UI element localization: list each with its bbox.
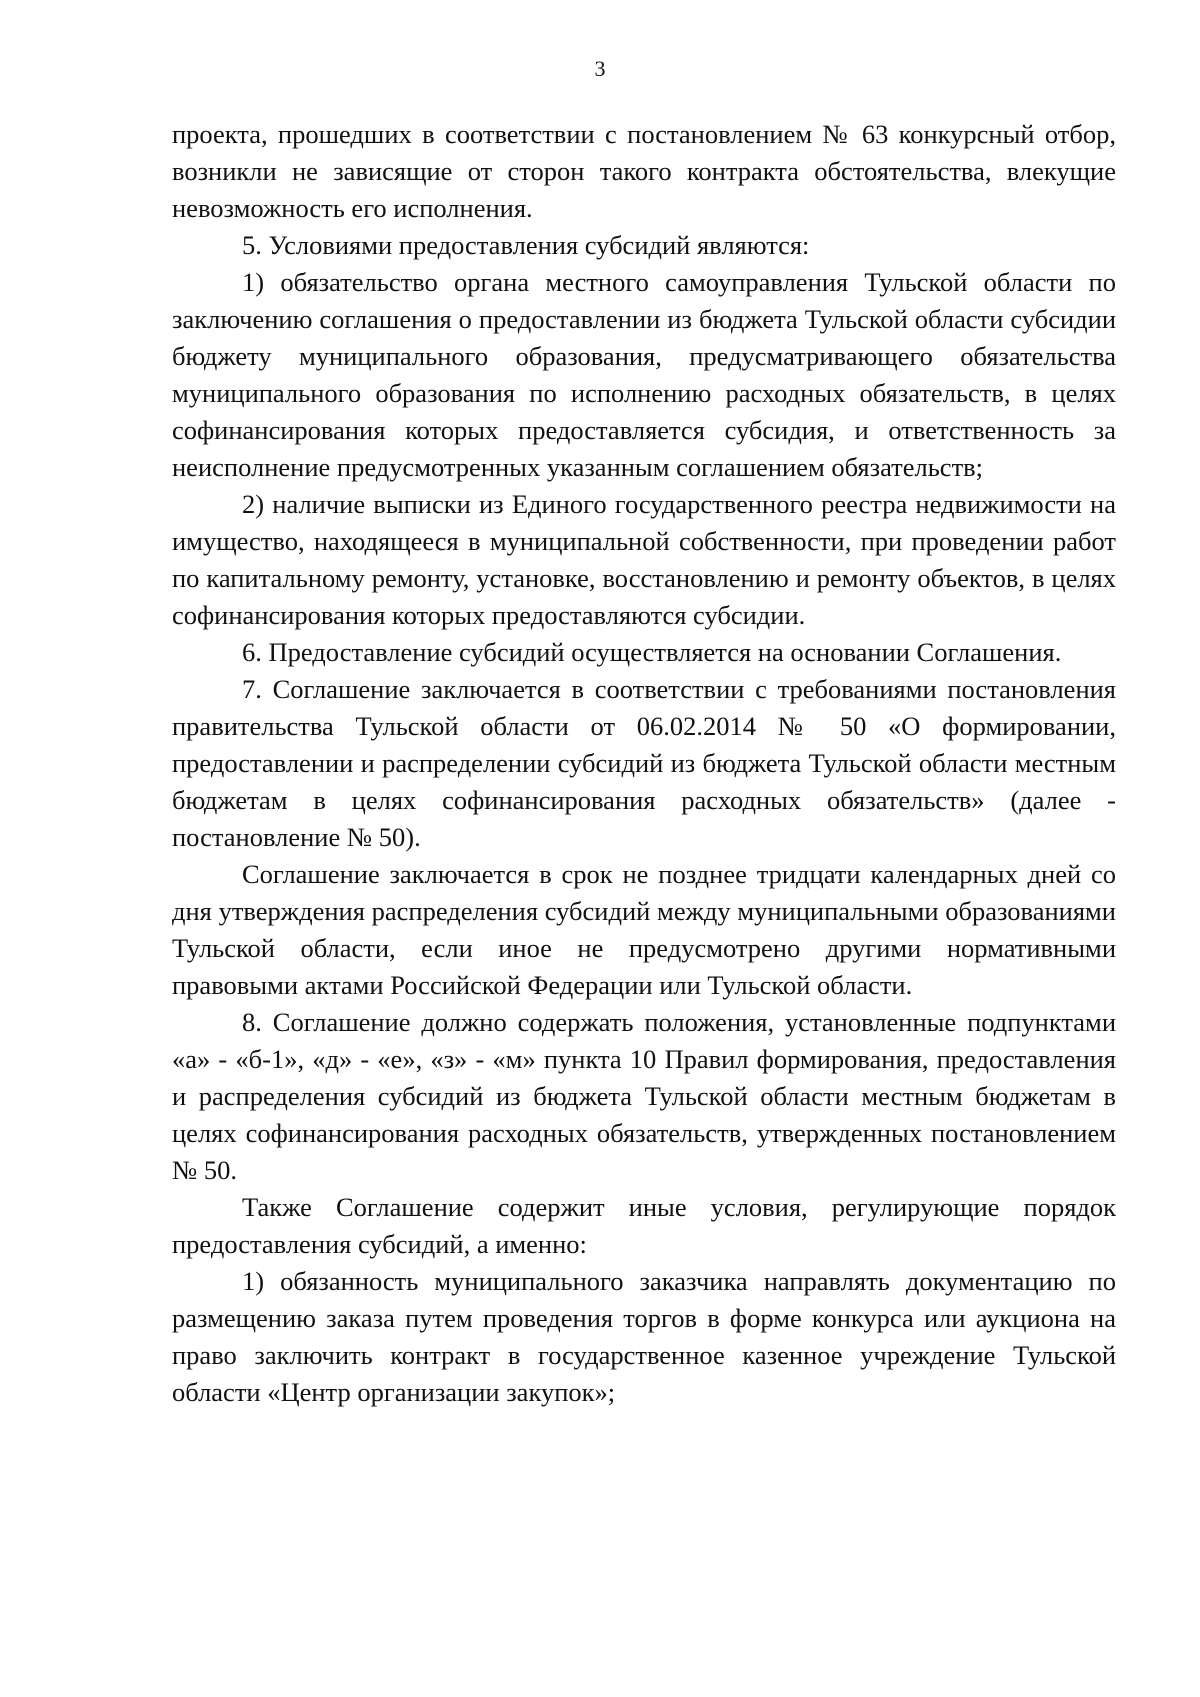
paragraph-item-5-1: 1) обязательство органа местного самоуправления Тульской области по заключению соглашения о предоставлении из бюджета Тульской области субсидии бюджету муниципального образования, предусматривающего обязательства муниципального образования по исполнению расходных обязательств, в целях софинансирования которых предоставляется субсидия, и ответственность за неисполнение предусмотренных указанным соглашением обязательств;: [172, 267, 1116, 482]
paragraph-item-5: 5. Условиями предоставления субсидий являются:: [242, 230, 810, 260]
paragraph-continuation: проекта, прошедших в соответствии с постановлением № 63 конкурсный отбор, возникли не зависящие от сторон такого контракта обстоятельства, влекущие невозможность его исполнения.: [172, 119, 1116, 223]
paragraph-item-7: 7. Соглашение заключается в соответствии с требованиями постановления правительства Тульской области от 06.02.2014 № 50 «О формировании, предоставлении и распределении субсидий из бюджета Тульской области местным бюджетам в целях софинансирования расходных обязательств» (далее - постановление № 50).: [172, 674, 1116, 852]
paragraph-item-8-1: 1) обязанность муниципального заказчика направлять документацию по размещению заказа путем проведения торгов в форме конкурса или аукциона на право заключить контракт в государственное казенное учреждение Тульской области «Центр организации закупок»;: [172, 1266, 1116, 1407]
paragraph-item-8: 8. Соглашение должно содержать положения, установленные подпунктами «а» - «б-1», «д» - «е», «з» - «м» пункта 10 Правил формирования, предоставления и распределения субсидий из бюджета Тульской области местным бюджетам в целях софинансирования расходных обязательств, утвержденных постановлением № 50.: [172, 1007, 1116, 1185]
paragraph-item-8-extra-conditions: Также Соглашение содержит иные условия, регулирующие порядок предоставления субсидий, а именно:: [172, 1192, 1116, 1259]
paragraph-item-7-term: Соглашение заключается в срок не позднее тридцати календарных дней со дня утверждения распределения субсидий между муниципальными образованиями Тульской области, если иное не предусмотрено другими нормативными правовыми актами Российской Федерации или Тульской области.: [172, 859, 1116, 1000]
page-number: 3: [594, 56, 606, 81]
document-body: [172, 116, 1116, 1411]
paragraph-item-5-2: 2) наличие выписки из Единого государственного реестра недвижимости на имущество, находящееся в муниципальной собственности, при проведении работ по капитальному ремонту, установке, восстановлению и ремонту объектов, в целях софинансирования которых предоставляются субсидии.: [172, 489, 1116, 630]
paragraph-item-6: 6. Предоставление субсидий осуществляется на основании Соглашения.: [242, 637, 1062, 667]
